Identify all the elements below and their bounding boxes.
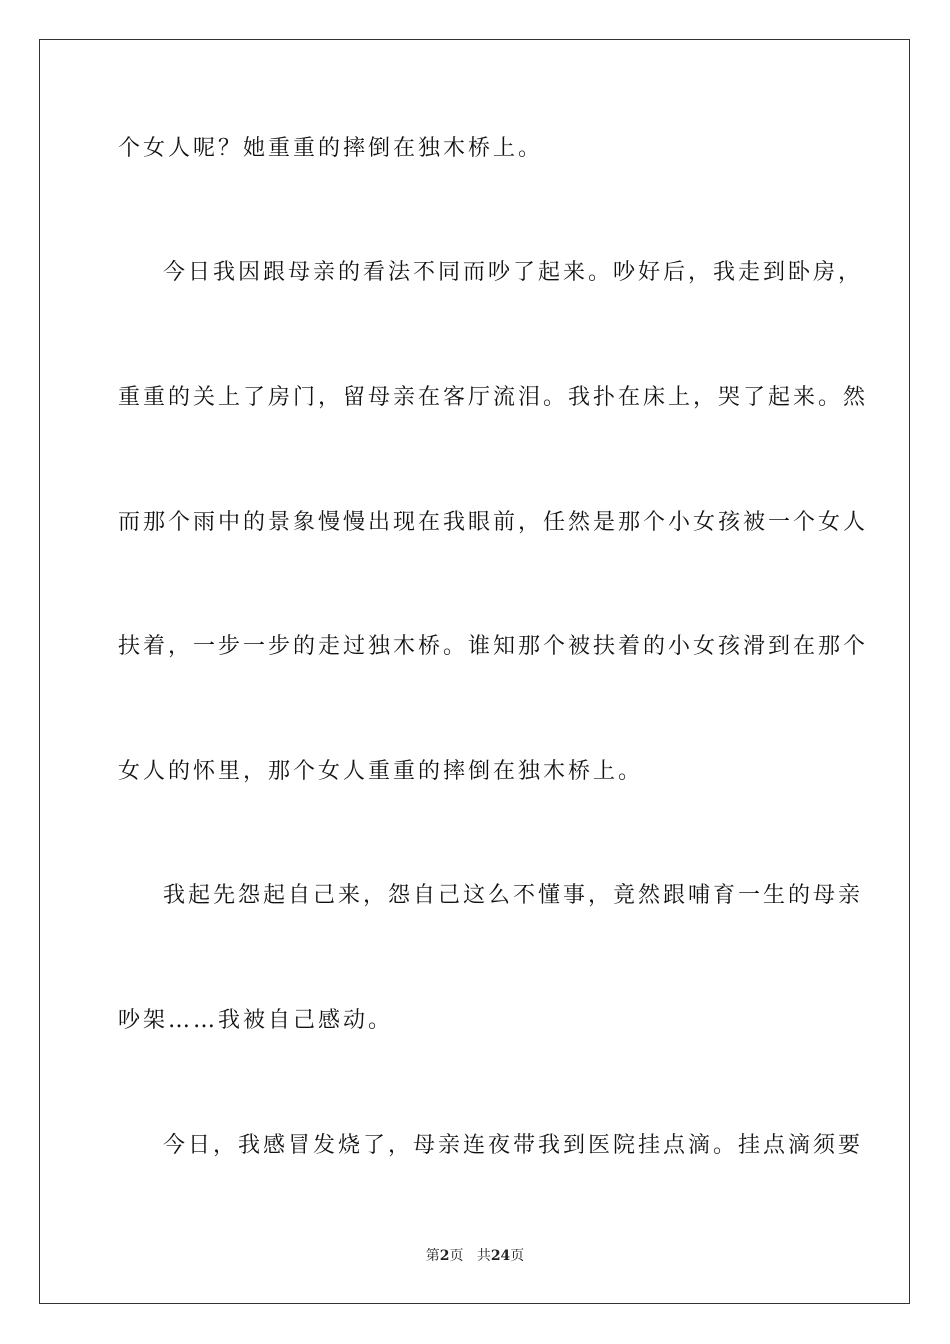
- body-text-line: 扶着，一步一步的走过独木桥。谁知那个被扶着的小女孩滑到在那个: [118, 634, 869, 659]
- body-text-line: 重重的关上了房门，留母亲在客厅流泪。我扑在床上，哭了起来。然: [118, 385, 869, 410]
- body-text-line: 而那个雨中的景象慢慢出现在我眼前，任然是那个小女孩被一个女人: [118, 510, 869, 535]
- body-text-line: 我起先怨起自己来，怨自己这么不懂事，竟然跟哺育一生的母亲: [163, 883, 864, 908]
- body-text-line: 个女人呢？她重重的摔倒在独木桥上。: [118, 136, 544, 161]
- page-footer: [0, 1247, 950, 1265]
- footer-page-number: 2: [439, 1248, 450, 1264]
- footer-total-suffix: 页: [510, 1248, 525, 1264]
- footer-total-prefix: 共: [476, 1248, 491, 1264]
- body-text-line: 女人的怀里，那个女人重重的摔倒在独木桥上。: [118, 759, 644, 784]
- footer-page-suffix: 页: [449, 1248, 464, 1264]
- body-text-line: 今日，我感冒发烧了，母亲连夜带我到医院挂点滴。挂点滴须要: [163, 1133, 864, 1158]
- page-border: [39, 39, 910, 1304]
- footer-page-prefix: 第: [425, 1248, 440, 1264]
- body-text-line: 吵架……我被自己感动。: [118, 1008, 394, 1033]
- body-text-line: 今日我因跟母亲的看法不同而吵了起来。吵好后，我走到卧房，: [163, 260, 864, 285]
- footer-total-pages: 24: [490, 1248, 511, 1264]
